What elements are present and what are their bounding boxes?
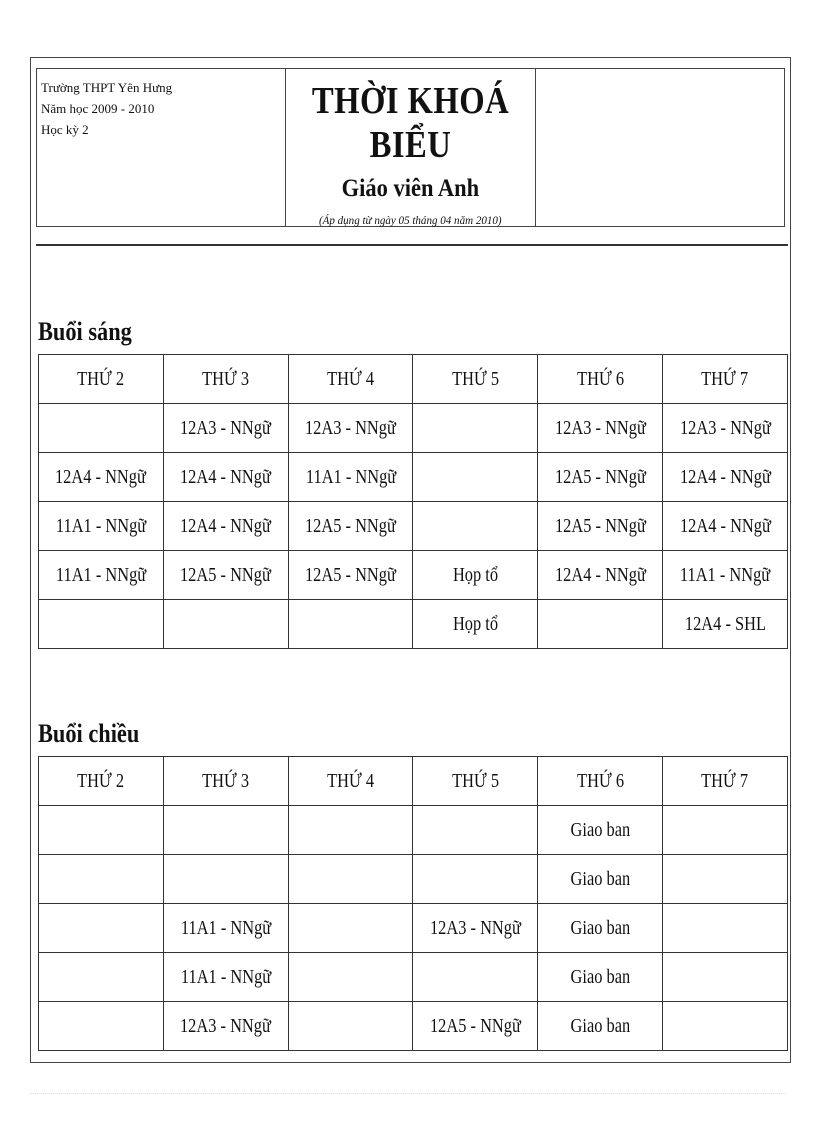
timetable-cell	[288, 453, 413, 502]
day-header	[163, 757, 288, 806]
timetable-cell	[413, 600, 538, 649]
timetable-cell	[39, 904, 164, 953]
timetable-cell	[39, 453, 164, 502]
cell-label: 12A4 - NNgữ	[180, 514, 272, 537]
timetable-cell	[39, 404, 164, 453]
morning-title: Buổi sáng	[38, 317, 132, 346]
page-bottom-line	[30, 1093, 786, 1094]
timetable-cell	[663, 904, 788, 953]
table-row	[39, 453, 788, 502]
cell-label: 12A3 - NNgữ	[180, 1014, 272, 1037]
afternoon-table	[38, 756, 788, 1051]
teacher-name: Giáo viên Anh	[341, 175, 480, 202]
cell-label: 12A3 - NNgữ	[305, 416, 397, 439]
timetable-cell	[663, 1002, 788, 1051]
timetable-cell	[39, 551, 164, 600]
cell-label: 11A1 - NNgữ	[55, 514, 147, 537]
cell-label: Giao ban	[570, 818, 631, 841]
divider	[36, 244, 788, 246]
cell-label: 12A4 - NNgữ	[554, 563, 646, 586]
timetable-cell	[663, 404, 788, 453]
timetable-cell	[538, 855, 663, 904]
afternoon-header-row	[39, 757, 788, 806]
timetable-cell	[538, 806, 663, 855]
cell-label: 12A5 - NNgữ	[305, 514, 397, 537]
day-header-label: THỨ 6	[576, 367, 624, 390]
cell-label: Họp tổ	[452, 612, 498, 635]
semester: Học kỳ 2	[41, 122, 89, 137]
day-header	[413, 757, 538, 806]
day-header	[163, 355, 288, 404]
table-row	[39, 953, 788, 1002]
header-box	[36, 68, 785, 227]
day-header	[39, 355, 164, 404]
afternoon-title: Buổi chiều	[38, 719, 140, 748]
timetable-cell	[163, 1002, 288, 1051]
school-name: Trường THPT Yên Hưng	[41, 80, 173, 95]
table-row	[39, 404, 788, 453]
timetable-cell	[163, 855, 288, 904]
timetable-cell	[288, 806, 413, 855]
timetable-cell	[413, 904, 538, 953]
cell-label: Giao ban	[570, 965, 631, 988]
timetable-page	[30, 57, 791, 1063]
title-block	[286, 69, 536, 226]
day-header-label: THỨ 4	[327, 367, 375, 390]
timetable-cell	[39, 855, 164, 904]
timetable-cell	[288, 551, 413, 600]
timetable-cell	[413, 1002, 538, 1051]
morning-body	[39, 404, 788, 649]
timetable-cell	[163, 806, 288, 855]
day-header-label: THỨ 7	[701, 367, 749, 390]
day-header-label: THỨ 5	[451, 769, 499, 792]
timetable-cell	[413, 502, 538, 551]
cell-label: 12A5 - NNgữ	[554, 465, 646, 488]
timetable-cell	[413, 953, 538, 1002]
day-header-label: THỨ 2	[77, 367, 125, 390]
cell-label: 12A4 - NNgữ	[55, 465, 147, 488]
table-row	[39, 551, 788, 600]
cell-label: 12A5 - NNgữ	[554, 514, 646, 537]
timetable-cell	[163, 404, 288, 453]
timetable-cell	[663, 551, 788, 600]
cell-label: 11A1 - NNgữ	[180, 916, 271, 939]
timetable-cell	[538, 453, 663, 502]
timetable-cell	[413, 806, 538, 855]
timetable-cell	[538, 953, 663, 1002]
timetable-cell	[663, 600, 788, 649]
cell-label: 12A5 - NNgữ	[180, 563, 272, 586]
timetable-cell	[163, 904, 288, 953]
day-header-label: THỨ 5	[451, 367, 499, 390]
cell-label: 12A5 - NNgữ	[305, 563, 397, 586]
day-header-label: THỨ 2	[77, 769, 125, 792]
timetable-cell	[288, 904, 413, 953]
day-header	[288, 355, 413, 404]
timetable-cell	[663, 806, 788, 855]
day-header	[663, 757, 788, 806]
morning-header-row	[39, 355, 788, 404]
school-year: Năm học 2009 - 2010	[41, 101, 155, 116]
timetable-cell	[39, 600, 164, 649]
cell-label: 12A4 - SHL	[684, 612, 766, 635]
timetable-cell	[538, 551, 663, 600]
page-title: THỜI KHOÁ BIỂU	[311, 80, 510, 166]
timetable-cell	[163, 502, 288, 551]
cell-label: 12A3 - NNgữ	[679, 416, 771, 439]
timetable-cell	[288, 1002, 413, 1051]
timetable-cell	[39, 953, 164, 1002]
timetable-cell	[39, 806, 164, 855]
cell-label: 12A4 - NNgữ	[679, 514, 771, 537]
timetable-cell	[413, 855, 538, 904]
table-row	[39, 904, 788, 953]
applied-date: (Áp dụng từ ngày 05 tháng 04 năm 2010)	[319, 213, 502, 227]
day-header-label: THỨ 6	[576, 769, 624, 792]
table-row	[39, 502, 788, 551]
cell-label: Họp tổ	[452, 563, 498, 586]
day-header-label: THỨ 3	[202, 769, 250, 792]
cell-label: 12A3 - NNgữ	[429, 916, 521, 939]
timetable-cell	[538, 600, 663, 649]
day-header	[663, 355, 788, 404]
cell-label: 11A1 - NNgữ	[305, 465, 396, 488]
school-info	[37, 69, 286, 226]
cell-label: 11A1 - NNgữ	[679, 563, 771, 586]
morning-table	[38, 354, 788, 649]
day-header-label: THỨ 3	[202, 367, 250, 390]
cell-label: Giao ban	[570, 1014, 631, 1037]
timetable-cell	[538, 904, 663, 953]
timetable-cell	[288, 953, 413, 1002]
timetable-cell	[288, 600, 413, 649]
timetable-cell	[288, 855, 413, 904]
timetable-cell	[663, 502, 788, 551]
table-row	[39, 806, 788, 855]
day-header-label: THỨ 4	[327, 769, 375, 792]
cell-label: 11A1 - NNgữ	[55, 563, 147, 586]
table-row	[39, 855, 788, 904]
day-header	[538, 355, 663, 404]
header-empty-cell	[536, 69, 784, 226]
cell-label: 12A4 - NNgữ	[180, 465, 272, 488]
timetable-cell	[538, 1002, 663, 1051]
day-header	[413, 355, 538, 404]
cell-label: Giao ban	[570, 916, 631, 939]
timetable-cell	[39, 1002, 164, 1051]
timetable-cell	[538, 404, 663, 453]
timetable-cell	[163, 551, 288, 600]
day-header-label: THỨ 7	[701, 769, 749, 792]
cell-label: 11A1 - NNgữ	[180, 965, 271, 988]
timetable-cell	[413, 453, 538, 502]
timetable-cell	[163, 953, 288, 1002]
day-header	[538, 757, 663, 806]
table-row	[39, 1002, 788, 1051]
cell-label: Giao ban	[570, 867, 631, 890]
timetable-cell	[663, 855, 788, 904]
timetable-cell	[163, 453, 288, 502]
timetable-cell	[288, 502, 413, 551]
timetable-cell	[163, 600, 288, 649]
timetable-cell	[39, 502, 164, 551]
timetable-cell	[288, 404, 413, 453]
cell-label: 12A3 - NNgữ	[554, 416, 646, 439]
day-header	[39, 757, 164, 806]
cell-label: 12A3 - NNgữ	[180, 416, 272, 439]
timetable-cell	[413, 404, 538, 453]
day-header	[288, 757, 413, 806]
timetable-cell	[663, 453, 788, 502]
timetable-cell	[413, 551, 538, 600]
table-row	[39, 600, 788, 649]
timetable-cell	[538, 502, 663, 551]
cell-label: 12A5 - NNgữ	[429, 1014, 521, 1037]
timetable-cell	[663, 953, 788, 1002]
cell-label: 12A4 - NNgữ	[679, 465, 771, 488]
afternoon-body	[39, 806, 788, 1051]
